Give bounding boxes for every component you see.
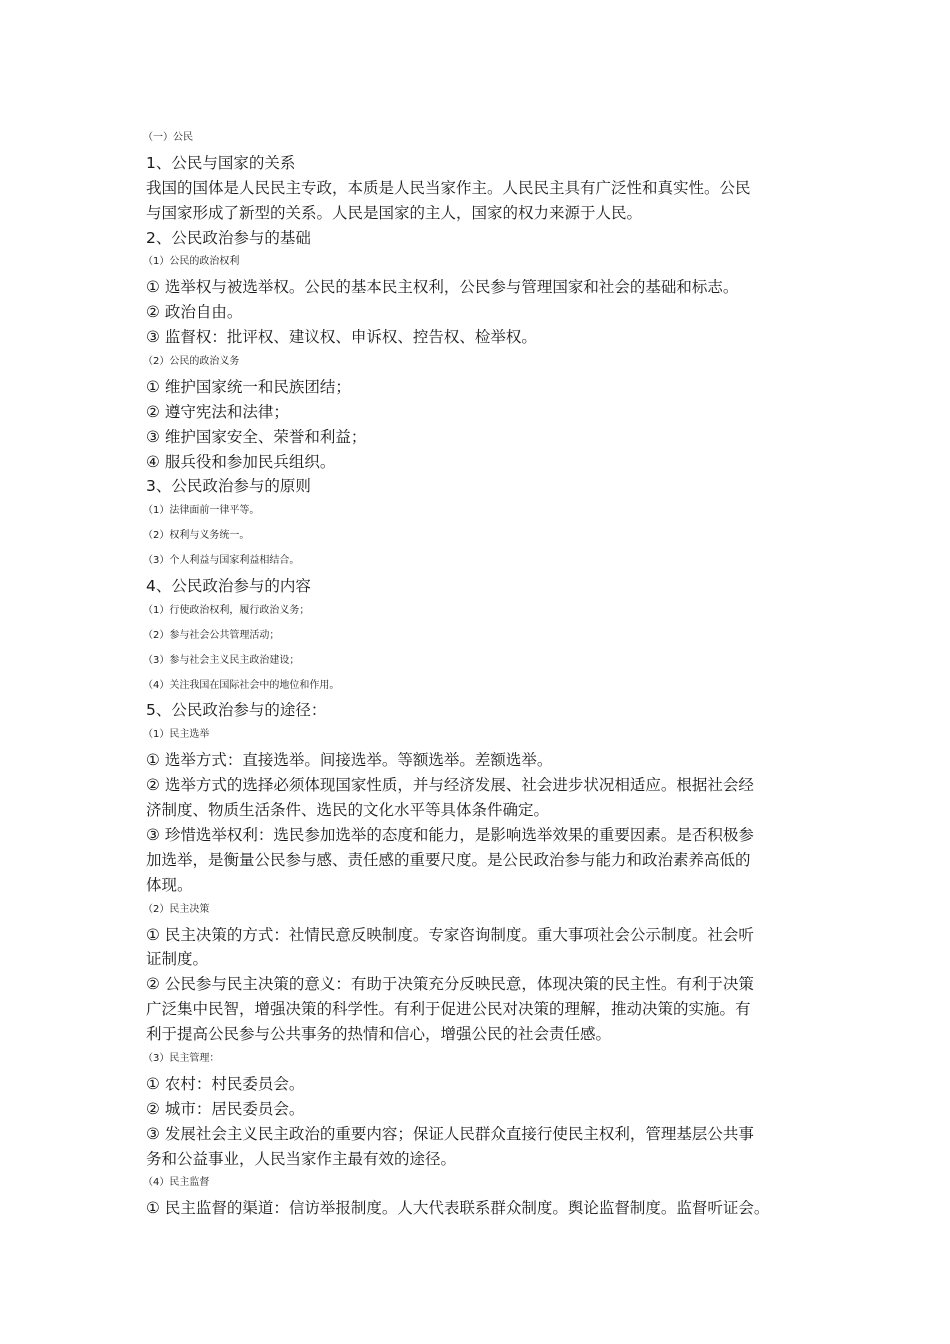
list-item: ④ 服兵役和参加民兵组织。: [146, 452, 336, 471]
list-heading: （3）民主管理：: [143, 1052, 220, 1064]
list-item: ③ 监督权：批评权、建议权、申诉权、控告权、检举权。: [146, 328, 537, 347]
list-item: ③ 维护国家安全、荣誉和利益；: [146, 427, 367, 446]
list-item: ① 维护国家统一和民族团结；: [146, 377, 351, 396]
list-item: （3）参与社会主义民主政治建设；: [143, 654, 300, 666]
subheading: 2、公民政治参与的基础: [146, 228, 311, 247]
list-item: ② 遵守宪法和法律；: [146, 402, 289, 421]
section-heading: （一）公民: [143, 132, 193, 143]
list-item: ② 城市：居民委员会。: [146, 1099, 305, 1118]
subheading: 4、公民政治参与的内容: [146, 577, 311, 596]
subheading: 3、公民政治参与的原则: [146, 477, 311, 496]
subheading: 1、公民与国家的关系: [146, 153, 296, 172]
paragraph-line: 证制度。: [146, 950, 209, 969]
list-item: ① 选举方式：直接选举。间接选举。等额选举。差额选举。: [146, 751, 553, 770]
list-heading: （2）民主决策: [143, 903, 210, 915]
subheading: 5、公民政治参与的途径：: [146, 701, 327, 720]
paragraph-line: 加选举，是衡量公民参与感、责任感的重要尺度。是公民政治参与能力和政治素养高低的: [146, 850, 751, 869]
list-item: ① 农村：村民委员会。: [146, 1074, 305, 1093]
paragraph-line: 济制度、物质生活条件、选民的文化水平等具体条件确定。: [146, 801, 550, 820]
paragraph-line: 体现。: [146, 875, 193, 894]
list-item: ② 政治自由。: [146, 303, 243, 322]
list-item: ③ 发展社会主义民主政治的重要内容；保证人民群众直接行使民主权利，管理基层公共事: [146, 1124, 754, 1143]
list-heading: （1）公民的政治权利: [143, 256, 240, 268]
list-heading: （1）民主选举: [143, 729, 210, 741]
list-item: ③ 珍惜选举权利：选民参加选举的态度和能力，是影响选举效果的重要因素。是否积极参: [146, 825, 754, 844]
list-heading: （4）民主监督: [143, 1177, 210, 1189]
list-item: ① 选举权与被选举权。公民的基本民主权利，公民参与管理国家和社会的基础和标志。: [146, 278, 739, 297]
list-item: （4）关注我国在国际社会中的地位和作用。: [143, 679, 340, 691]
paragraph-line: 广泛集中民智，增强决策的科学性。有利于促进公民对决策的理解，推动决策的实施。有: [146, 1000, 751, 1019]
paragraph-line: 我国的国体是人民民主专政，本质是人民当家作主。人民民主具有广泛性和真实性。公民: [146, 178, 751, 197]
document-body: [143, 126, 826, 1221]
list-item: ② 公民参与民主决策的意义：有助于决策充分反映民意，体现决策的民主性。有利于决策: [146, 975, 754, 994]
list-item: （2）参与社会公共管理活动；: [143, 629, 280, 641]
list-item: （1）法律面前一律平等。: [143, 505, 260, 517]
paragraph-line: 与国家形成了新型的关系。人民是国家的主人，国家的权力来源于人民。: [146, 203, 643, 222]
list-heading: （2）公民的政治义务: [143, 356, 240, 368]
list-item: ① 民主决策的方式：社情民意反映制度。专家咨询制度。重大事项社会公示制度。社会听: [146, 925, 754, 944]
list-item: ② 选举方式的选择必须体现国家性质，并与经济发展、社会进步状况相适应。根据社会经: [146, 776, 754, 795]
list-item: ① 民主监督的渠道：信访举报制度。人大代表联系群众制度。舆论监督制度。监督听证会。: [146, 1199, 770, 1218]
paragraph-line: 务和公益事业，人民当家作主最有效的途径。: [146, 1149, 457, 1168]
list-item: （1）行使政治权利，履行政治义务；: [143, 604, 310, 616]
paragraph-line: 利于提高公民参与公共事务的热情和信心，增强公民的社会责任感。: [146, 1025, 612, 1044]
list-item: （3）个人利益与国家利益相结合。: [143, 555, 300, 567]
list-item: （2）权利与义务统一。: [143, 530, 250, 542]
